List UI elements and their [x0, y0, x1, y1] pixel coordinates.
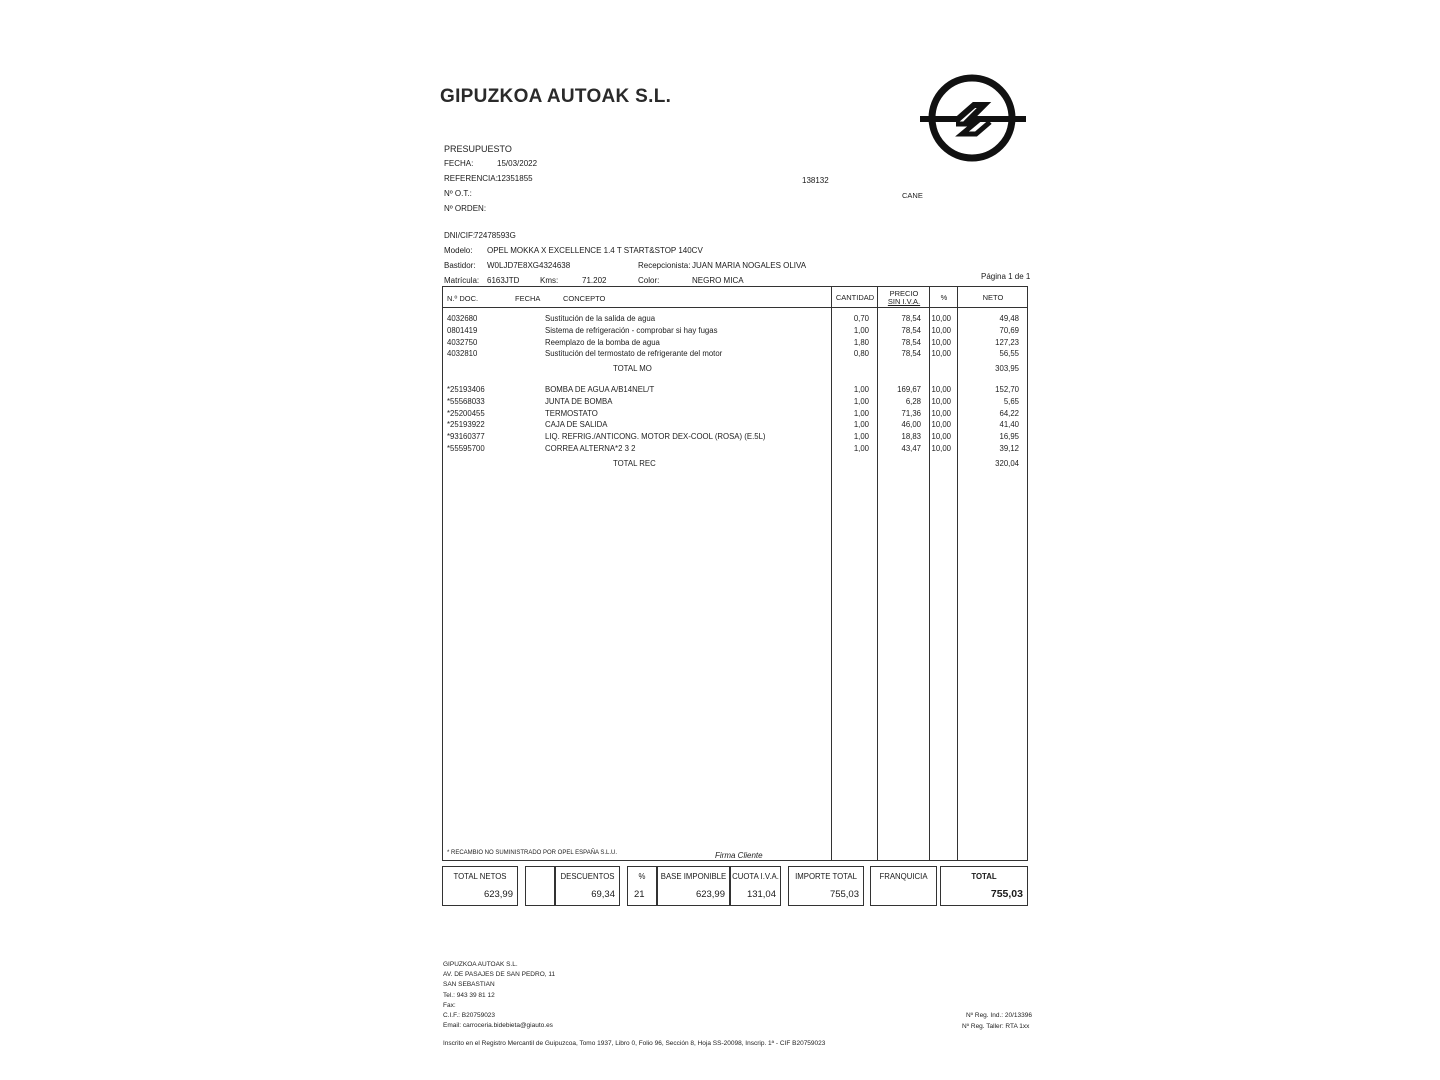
cell-cantidad: 0,70 — [853, 314, 869, 323]
cell-precio: 43,47 — [901, 444, 921, 453]
iva-pct-label: % — [638, 872, 646, 881]
company-name: GIPUZKOA AUTOAK S.L. — [440, 86, 672, 107]
cell-pct: 10,00 — [931, 337, 951, 347]
cell-pct: 10,00 — [931, 444, 951, 453]
cell-neto: 152,70 — [995, 385, 1019, 394]
total-netos-box — [442, 866, 518, 906]
orden-label: Nº ORDEN: — [444, 204, 487, 213]
cell-neto: 49,48 — [999, 314, 1019, 323]
cuota-iva-box — [730, 866, 781, 906]
cell-precio: 169,67 — [897, 385, 921, 394]
col-divider — [831, 287, 832, 860]
cell-pct: 10,00 — [931, 349, 951, 359]
total-value: 755,03 — [990, 888, 1023, 900]
cell-concepto: Sustitución del termostato de refrigerante del motor — [545, 349, 723, 359]
header-code-2: CANE — [902, 191, 923, 200]
total-rec-label: TOTAL REC — [613, 459, 656, 468]
cell-pct: 10,00 — [931, 432, 951, 442]
col-divider — [957, 287, 958, 860]
footer-address — [443, 960, 555, 1031]
color-value: NEGRO MICA — [692, 276, 744, 285]
cuota-iva-value: 131,04 — [746, 889, 776, 900]
cell-neto: 41,40 — [999, 420, 1019, 430]
cell-doc: *93160377 — [447, 432, 485, 442]
cell-neto: 64,22 — [999, 408, 1019, 418]
cell-cantidad: 0,80 — [853, 349, 869, 359]
color-label: Color: — [638, 276, 660, 285]
cell-pct: 10,00 — [931, 385, 951, 394]
base-imponible-box — [657, 866, 730, 906]
dni-label: DNI/CIF: — [444, 231, 476, 240]
col-header-concepto: CONCEPTO — [563, 294, 606, 303]
reg-taller: Nº Reg. Taller: RTA 1xx — [962, 1023, 1030, 1030]
cell-doc: *55568033 — [447, 396, 485, 406]
page-number: Página 1 de 1 — [981, 272, 1031, 281]
descuentos-label: DESCUENTOS — [560, 872, 615, 881]
cell-pct: 10,00 — [931, 420, 951, 430]
franquicia-label: FRANQUICIA — [879, 872, 928, 881]
total-box — [940, 866, 1028, 906]
base-imponible-value: 623,99 — [695, 889, 725, 900]
total-rec-value: 320,04 — [995, 459, 1019, 468]
col-divider — [877, 287, 878, 860]
col-header-precio-sub: SIN I.V.A. — [887, 297, 921, 306]
importe-total-label: IMPORTE TOTAL — [795, 872, 857, 881]
iva-pct-box — [627, 866, 657, 906]
header-divider — [443, 307, 1027, 308]
dni-value: 72478593G — [474, 231, 516, 240]
col-divider — [929, 287, 930, 860]
cell-pct: 10,00 — [931, 408, 951, 418]
referencia-label: REFERENCIA: — [444, 174, 498, 183]
cell-concepto: BOMBA DE AGUA A/B14NEL/T — [545, 385, 655, 394]
cell-neto: 70,69 — [999, 325, 1019, 335]
cell-concepto: Reemplazo de la bomba de agua — [545, 337, 660, 347]
footer-email: Email: carroceria.bidebieta@giauto.es — [443, 1022, 553, 1030]
header-code: 138132 — [802, 176, 829, 185]
total-netos-value: 623,99 — [483, 889, 513, 900]
cell-cantidad: 1,00 — [853, 420, 869, 430]
col-header-precio: PRECIO — [889, 289, 919, 298]
cell-pct: 10,00 — [931, 325, 951, 335]
col-header-doc: N.º DOC. — [447, 294, 479, 303]
cell-cantidad: 1,00 — [853, 444, 869, 453]
cell-doc: *25193406 — [447, 385, 485, 394]
footer-cif: C.I.F.: B20759023 — [443, 1012, 496, 1020]
cell-doc: *25200455 — [447, 408, 485, 418]
total-label: TOTAL — [971, 872, 997, 881]
descuentos-value: 69,34 — [591, 889, 615, 900]
footer-fax: Fax: — [443, 1001, 456, 1009]
kms-value: 71.202 — [582, 276, 607, 285]
total-mo-value: 303,95 — [995, 364, 1019, 373]
cell-neto: 39,12 — [999, 444, 1019, 453]
total-mo-label: TOTAL MO — [613, 364, 652, 373]
cell-concepto: CAJA DE SALIDA — [545, 420, 608, 430]
blank-box — [525, 866, 555, 906]
kms-label: Kms: — [540, 276, 559, 285]
reg-industrial: Nº Reg. Ind.: 20/13396 — [966, 1012, 1032, 1019]
cell-concepto: Sistema de refrigeración - comprobar si hay fugas — [545, 325, 718, 335]
cell-precio: 78,54 — [901, 314, 921, 323]
cuota-iva-label: CUOTA I.V.A. — [732, 872, 779, 881]
col-header-cantidad: CANTIDAD — [835, 293, 875, 302]
cell-concepto: TERMOSTATO — [545, 408, 598, 418]
footer-street: AV. DE PASAJES DE SAN PEDRO, 11 — [443, 971, 556, 979]
iva-pct-value: 21 — [634, 889, 645, 900]
col-header-fecha: FECHA — [515, 294, 541, 303]
footnote: * RECAMBIO NO SUMINISTRADO POR OPEL ESPAÑA S.L.U. — [447, 850, 618, 856]
cell-cantidad: 1,80 — [853, 337, 869, 347]
cell-precio: 78,54 — [901, 337, 921, 347]
footer-company: GIPUZKOA AUTOAK S.L. — [443, 961, 518, 968]
cell-precio: 78,54 — [901, 325, 921, 335]
cell-neto: 56,55 — [999, 349, 1019, 359]
firma-cliente: Firma Cliente — [715, 851, 763, 860]
importe-total-box — [788, 866, 864, 906]
footer-tel: Tel.: 943 39 81 12 — [443, 991, 495, 999]
base-imponible-label: BASE IMPONIBLE — [660, 872, 727, 881]
descuentos-box — [555, 866, 620, 906]
matricula-value: 6163JTD — [487, 276, 520, 285]
referencia-value: 12351855 — [497, 174, 533, 183]
matricula-label: Matrícula: — [444, 276, 480, 285]
importe-total-value: 755,03 — [829, 889, 859, 900]
cell-doc: 4032810 — [447, 349, 478, 359]
cell-cantidad: 1,00 — [853, 432, 869, 442]
cell-concepto: Sustitución de la salida de agua — [545, 314, 656, 323]
cell-cantidad: 1,00 — [853, 396, 869, 406]
cell-neto: 16,95 — [999, 432, 1019, 442]
fecha-value: 15/03/2022 — [497, 159, 538, 168]
bastidor-value: W0LJD7E8XG4324638 — [487, 261, 571, 270]
cell-neto: 5,65 — [1003, 396, 1019, 406]
items-table — [442, 286, 1028, 861]
fecha-label: FECHA: — [444, 159, 474, 168]
footer-city: SAN SEBASTIAN — [443, 981, 495, 989]
cell-doc: 0801419 — [447, 325, 478, 335]
ot-label: Nº O.T.: — [444, 189, 472, 198]
modelo-value: OPEL MOKKA X EXCELLENCE 1.4 T START&STOP 140CV — [487, 246, 703, 255]
cell-pct: 10,00 — [931, 396, 951, 406]
cell-precio: 18,83 — [901, 432, 921, 442]
cell-cantidad: 1,00 — [853, 385, 869, 394]
cell-precio: 71,36 — [901, 408, 921, 418]
cell-doc: 4032680 — [447, 314, 478, 323]
opel-logo-icon — [918, 72, 1028, 164]
bastidor-label: Bastidor: — [444, 261, 476, 270]
registro-mercantil: Inscrito en el Registro Mercantil de Guipuzcoa, Tomo 1937, Libro 0, Folio 96, Sección 8, Hoja SS-20098, Inscrip. 1ª - CIF B20759023 — [443, 1040, 826, 1047]
cell-doc: *25193922 — [447, 420, 485, 430]
modelo-label: Modelo: — [444, 246, 473, 255]
cell-concepto: CORREA ALTERNA*2 3 2 — [545, 444, 636, 453]
recepcionista-value: JUAN MARIA NOGALES OLIVA — [692, 261, 807, 270]
col-header-neto: NETO — [982, 293, 1004, 302]
cell-precio: 46,00 — [901, 420, 921, 430]
doc-type: PRESUPUESTO — [444, 144, 512, 154]
recepcionista-label: Recepcionista: — [638, 261, 691, 270]
franquicia-box — [870, 866, 937, 906]
cell-concepto: LIQ. REFRIG./ANTICONG. MOTOR DEX-COOL (ROSA) (E.5L) — [545, 432, 766, 442]
col-header-pct: % — [940, 293, 948, 302]
cell-precio: 78,54 — [901, 349, 921, 359]
cell-doc: *55595700 — [447, 444, 485, 453]
cell-precio: 6,28 — [905, 396, 921, 406]
cell-concepto: JUNTA DE BOMBA — [545, 396, 613, 406]
cell-doc: 4032750 — [447, 337, 478, 347]
cell-cantidad: 1,00 — [853, 408, 869, 418]
cell-cantidad: 1,00 — [853, 325, 869, 335]
total-netos-label: TOTAL NETOS — [453, 872, 507, 881]
cell-neto: 127,23 — [995, 337, 1019, 347]
cell-pct: 10,00 — [931, 314, 951, 323]
